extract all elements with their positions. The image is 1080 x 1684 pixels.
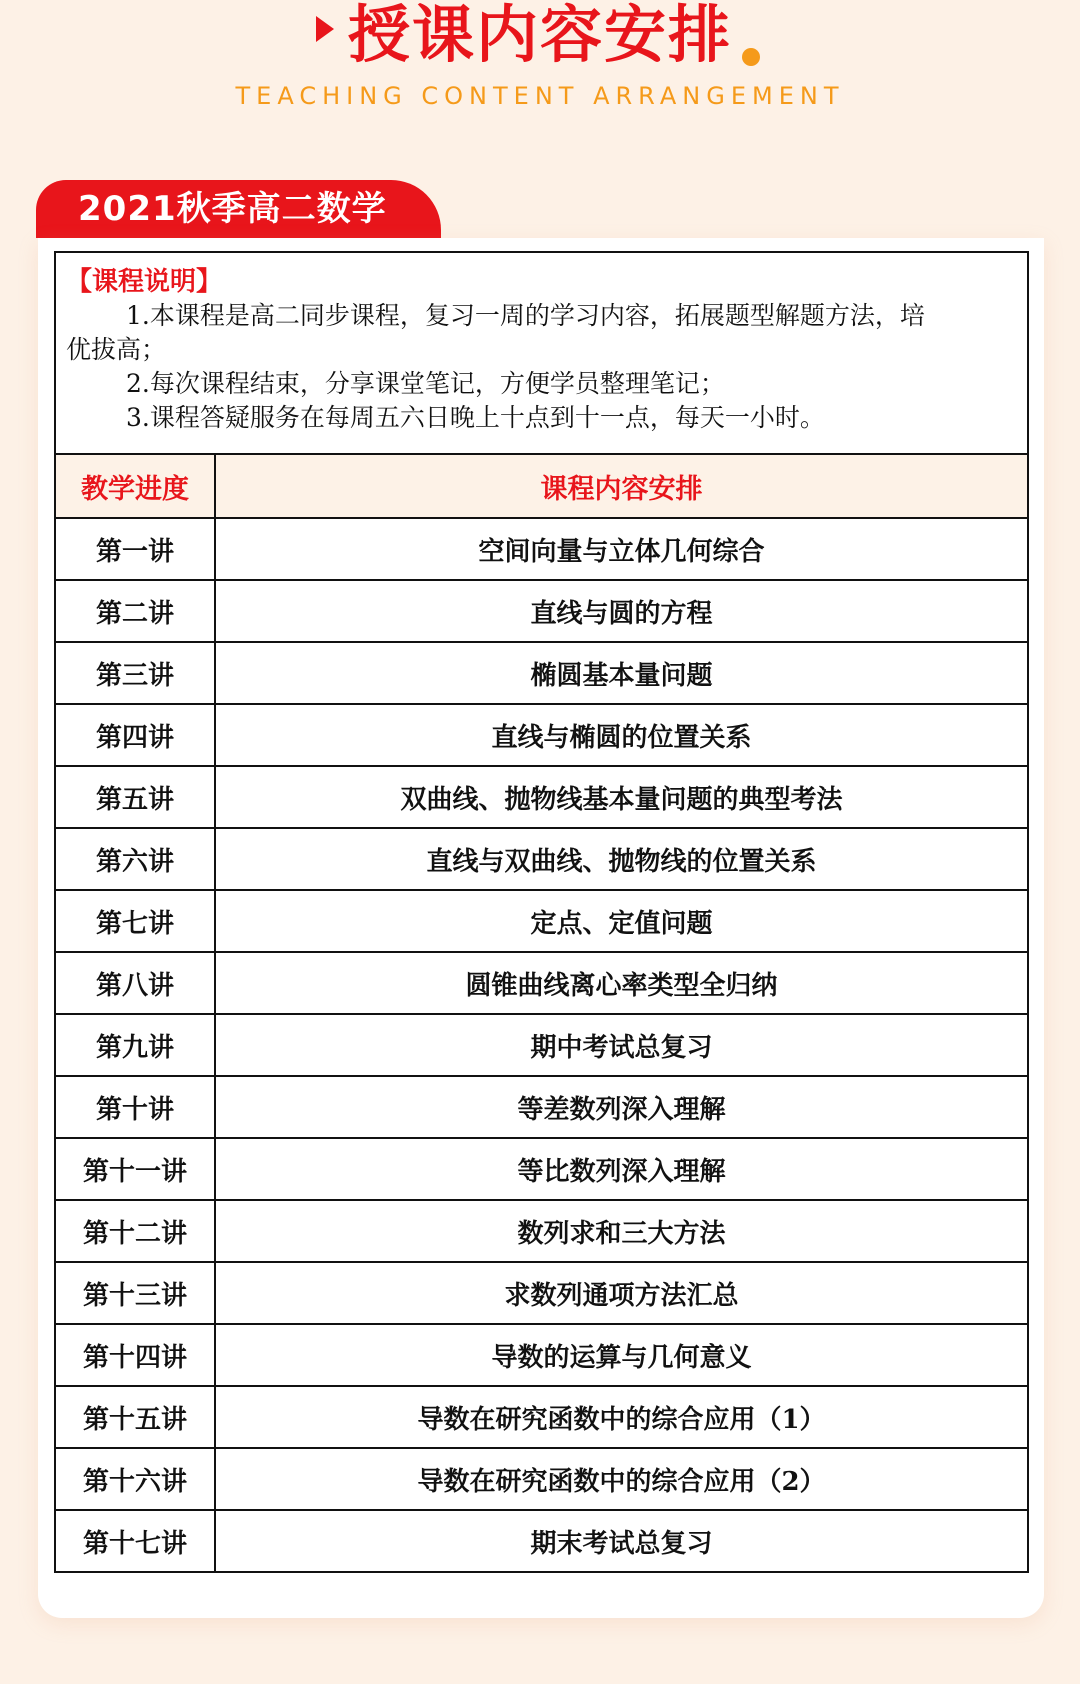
lecture-topic: 直线与椭圆的位置关系 <box>215 704 1028 766</box>
lecture-number: 第八讲 <box>55 952 215 1014</box>
table-row <box>55 952 1028 1014</box>
lecture-topic: 导数的运算与几何意义 <box>215 1324 1028 1386</box>
table-row <box>55 1138 1028 1200</box>
page-title-text: 授课内容安排 <box>347 0 732 71</box>
dot-icon <box>742 48 760 66</box>
course-description <box>54 251 1029 453</box>
table-row <box>55 1448 1028 1510</box>
table-row <box>55 766 1028 828</box>
lecture-number: 第九讲 <box>55 1014 215 1076</box>
table-row <box>55 580 1028 642</box>
column-header-progress: 教学进度 <box>55 454 215 518</box>
lecture-number: 第十七讲 <box>55 1510 215 1572</box>
lecture-topic: 导数在研究函数中的综合应用（2） <box>215 1448 1028 1510</box>
lecture-topic: 椭圆基本量问题 <box>215 642 1028 704</box>
table-row <box>55 1262 1028 1324</box>
description-line-2: 2.每次课程结束，分享课堂笔记，方便学员整理笔记； <box>126 369 725 398</box>
lecture-topic: 空间向量与立体几何综合 <box>215 518 1028 580</box>
table-row <box>55 1014 1028 1076</box>
table-row <box>55 1324 1028 1386</box>
description-line-1: 1.本课程是高二同步课程，复习一周的学习内容，拓展题型解题方法，培 <box>126 301 925 330</box>
triangle-bullet-icon <box>316 16 334 42</box>
lecture-number: 第十二讲 <box>55 1200 215 1262</box>
table-row <box>55 890 1028 952</box>
column-header-content: 课程内容安排 <box>215 454 1028 518</box>
description-heading: 【课程说明】 <box>66 267 223 297</box>
lecture-number: 第十一讲 <box>55 1138 215 1200</box>
lecture-number: 第二讲 <box>55 580 215 642</box>
lecture-topic: 期末考试总复习 <box>215 1510 1028 1572</box>
lecture-number: 第十五讲 <box>55 1386 215 1448</box>
lecture-topic: 等比数列深入理解 <box>215 1138 1028 1200</box>
table-row <box>55 1510 1028 1572</box>
lecture-topic: 圆锥曲线离心率类型全归纳 <box>215 952 1028 1014</box>
lecture-topic: 数列求和三大方法 <box>215 1200 1028 1262</box>
lecture-topic: 期中考试总复习 <box>215 1014 1028 1076</box>
page-subtitle: TEACHING CONTENT ARRANGEMENT <box>235 82 845 110</box>
table-row <box>55 1200 1028 1262</box>
description-line-1-cont: 优拔高； <box>66 335 167 364</box>
table-header-row <box>55 454 1028 518</box>
lecture-number: 第七讲 <box>55 890 215 952</box>
table-row <box>55 828 1028 890</box>
lecture-number: 第六讲 <box>55 828 215 890</box>
table-row <box>55 642 1028 704</box>
table-row <box>55 518 1028 580</box>
lecture-number: 第三讲 <box>55 642 215 704</box>
lecture-topic: 等差数列深入理解 <box>215 1076 1028 1138</box>
description-line-3: 3.课程答疑服务在每周五六日晚上十点到十一点，每天一小时。 <box>126 403 825 432</box>
lecture-number: 第十四讲 <box>55 1324 215 1386</box>
lecture-topic: 导数在研究函数中的综合应用（1） <box>215 1386 1028 1448</box>
page-title <box>347 0 732 71</box>
schedule-table <box>54 453 1029 1573</box>
table-row <box>55 1386 1028 1448</box>
lecture-topic: 双曲线、抛物线基本量问题的典型考法 <box>215 766 1028 828</box>
lecture-number: 第十三讲 <box>55 1262 215 1324</box>
page-header <box>0 0 1080 70</box>
table-row <box>55 1076 1028 1138</box>
course-tab: 2021秋季高二数学 <box>36 180 441 238</box>
lecture-number: 第五讲 <box>55 766 215 828</box>
lecture-number: 第十讲 <box>55 1076 215 1138</box>
lecture-topic: 直线与圆的方程 <box>215 580 1028 642</box>
table-row <box>55 704 1028 766</box>
lecture-topic: 求数列通项方法汇总 <box>215 1262 1028 1324</box>
lecture-number: 第一讲 <box>55 518 215 580</box>
lecture-topic: 定点、定值问题 <box>215 890 1028 952</box>
lecture-number: 第四讲 <box>55 704 215 766</box>
lecture-topic: 直线与双曲线、抛物线的位置关系 <box>215 828 1028 890</box>
lecture-number: 第十六讲 <box>55 1448 215 1510</box>
